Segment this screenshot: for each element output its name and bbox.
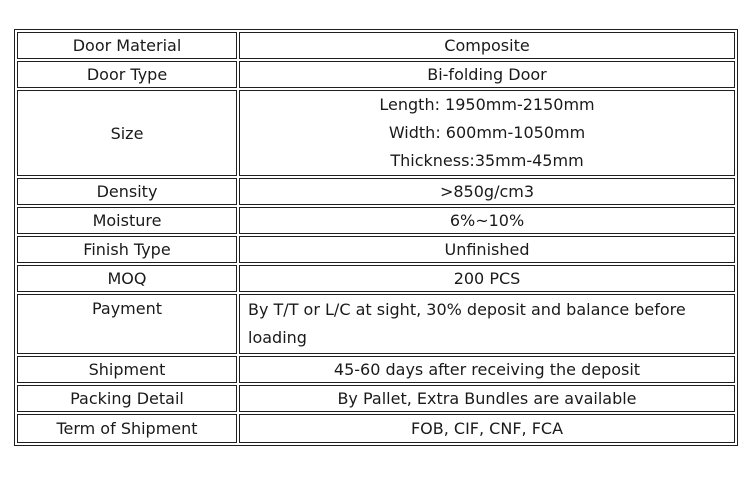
row-label: Moisture [92,211,162,230]
table-row-moq [17,265,735,292]
payment-terms-line: By T/T or L/C at sight, 30% deposit and balance before [248,300,686,319]
row-label: Finish Type [83,240,171,259]
row-value: Unfinished [444,240,530,259]
spec-table-container [14,29,738,446]
row-label-cell [17,385,237,412]
row-value-cell [239,90,735,176]
table-row-term-of-shipment [17,414,735,443]
payment-terms-line: loading [248,328,307,347]
row-label-cell [17,294,237,354]
row-label: Shipment [88,360,166,379]
row-label-cell [17,61,237,88]
row-value: Composite [444,36,530,55]
row-value-cell [239,236,735,263]
row-label: Term of Shipment [56,419,198,438]
row-label-cell [17,178,237,205]
table-row-packing-detail [17,385,735,412]
size-thickness-line: Thickness:35mm-45mm [390,151,584,170]
row-value: >850g/cm3 [439,182,535,201]
table-row-moisture [17,207,735,234]
row-label: Packing Detail [70,389,184,408]
row-value-cell [239,61,735,88]
row-value-cell [239,178,735,205]
row-value: By Pallet, Extra Bundles are available [337,389,637,408]
row-label: Door Type [86,65,168,84]
row-label: Density [96,182,158,201]
table-row-shipment [17,356,735,383]
row-value-cell [239,356,735,383]
product-spec-table [14,29,738,446]
row-value: 45-60 days after receiving the deposit [333,360,641,379]
table-row-size [17,90,735,176]
row-label-cell [17,90,237,176]
row-value-cell [239,385,735,412]
table-row-density [17,178,735,205]
row-label-cell [17,414,237,443]
table-row-door-material [17,32,735,59]
row-value: 200 PCS [453,269,521,288]
row-label-cell [17,356,237,383]
row-label: Payment [91,299,163,318]
row-value-cell [239,207,735,234]
row-value-cell [239,265,735,292]
row-value-cell [239,294,735,354]
row-label-cell [17,236,237,263]
table-row-payment [17,294,735,354]
size-width-line: Width: 600mm-1050mm [388,123,586,142]
table-row-door-type [17,61,735,88]
row-label-cell [17,32,237,59]
row-value-cell [239,32,735,59]
row-label-cell [17,265,237,292]
row-label: MOQ [107,269,147,288]
row-value: FOB, CIF, CNF, FCA [410,419,564,438]
size-length-line: Length: 1950mm-2150mm [379,95,595,114]
spec-table-body [17,32,735,443]
row-label-cell [17,207,237,234]
row-label: Door Material [72,36,182,55]
row-value: Bi-folding Door [427,65,547,84]
table-row-finish-type [17,236,735,263]
row-value: 6%~10% [449,211,525,230]
row-label: Size [110,123,144,143]
row-value-cell [239,414,735,443]
